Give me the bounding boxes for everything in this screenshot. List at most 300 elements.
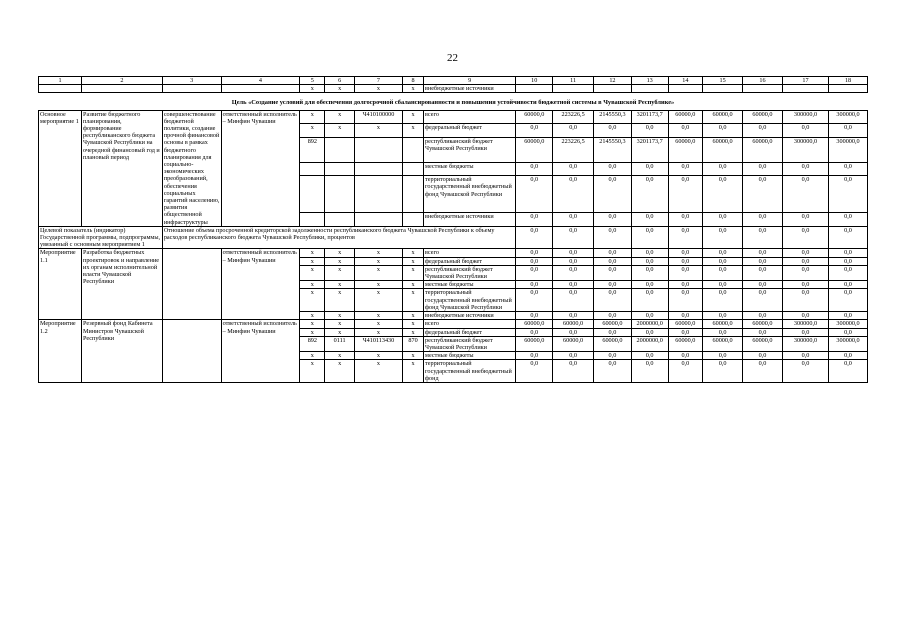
value-cell: 0,0 <box>516 360 553 383</box>
value-cell: 0,0 <box>703 265 743 280</box>
table-cell <box>403 213 424 227</box>
table-cell: х <box>300 312 325 320</box>
table-cell: х <box>325 360 354 383</box>
value-cell: 0,0 <box>782 249 828 257</box>
table-cell: х <box>403 124 424 137</box>
value-cell: 0,0 <box>782 312 828 320</box>
table-cell: х <box>300 85 325 93</box>
table-cell <box>354 176 402 213</box>
value-cell: 60000,0 <box>743 336 783 351</box>
source-cell: всего <box>424 249 516 257</box>
value-cell: 0,0 <box>743 352 783 360</box>
column-number: 12 <box>594 77 632 85</box>
source-cell: республиканский бюджет Чувашской Республики <box>424 265 516 280</box>
table-cell <box>325 176 354 213</box>
measure-task <box>162 249 221 320</box>
value-cell: 0,0 <box>553 352 594 360</box>
value-cell: 0,0 <box>631 312 668 320</box>
value-cell: 0,0 <box>553 162 594 175</box>
value-cell: 0,0 <box>594 257 632 265</box>
table-cell: 892 <box>300 137 325 162</box>
table-cell: х <box>325 249 354 257</box>
table-cell: х <box>403 249 424 257</box>
value-cell: 0,0 <box>782 213 828 227</box>
value-cell: 0,0 <box>631 257 668 265</box>
value-cell: 0,0 <box>743 249 783 257</box>
table-cell <box>631 85 668 93</box>
value-cell: 0,0 <box>743 176 783 213</box>
source-cell: федеральный бюджет <box>424 124 516 137</box>
value-cell: 0,0 <box>594 265 632 280</box>
table-cell <box>703 85 743 93</box>
value-cell: 0,0 <box>553 249 594 257</box>
column-number: 9 <box>424 77 516 85</box>
value-cell: 0,0 <box>553 124 594 137</box>
value-cell: 0,0 <box>703 124 743 137</box>
value-cell: 0,0 <box>516 213 553 227</box>
value-cell: 0,0 <box>631 360 668 383</box>
value-cell: 0,0 <box>668 328 703 336</box>
value-cell: 0,0 <box>829 176 868 213</box>
value-cell: 300000,0 <box>829 110 868 123</box>
value-cell: 300000,0 <box>829 320 868 328</box>
table-cell <box>82 85 163 93</box>
value-cell: 0,0 <box>829 289 868 312</box>
value-cell: 0,0 <box>631 124 668 137</box>
source-cell: территориальный государственный внебюджетный фонд Чувашской Республики <box>424 176 516 213</box>
value-cell: 0,0 <box>553 226 594 249</box>
value-cell: 0,0 <box>631 289 668 312</box>
value-cell: 0,0 <box>829 226 868 249</box>
column-number: 16 <box>743 77 783 85</box>
table-cell: х <box>354 328 402 336</box>
column-number: 14 <box>668 77 703 85</box>
measure-task: совершенствование бюджетной политики, создание прочной финансовой основы в рамках бюджетного планирования для социально-экономических преобразований, обеспечения социальных гарантий населению, развития общественной инфраструктуры <box>163 110 220 226</box>
table-cell: х <box>300 352 325 360</box>
column-number: 17 <box>782 77 828 85</box>
value-cell: 0,0 <box>631 162 668 175</box>
table-cell <box>553 85 594 93</box>
value-cell: 0,0 <box>631 249 668 257</box>
budget-table <box>38 76 868 383</box>
table-cell: х <box>403 289 424 312</box>
source-cell: федеральный бюджет <box>424 328 516 336</box>
column-number: 13 <box>631 77 668 85</box>
value-cell: 0,0 <box>553 176 594 213</box>
table-cell: х <box>403 352 424 360</box>
table-cell: х <box>300 289 325 312</box>
value-cell: 0,0 <box>703 162 743 175</box>
value-cell: 0,0 <box>516 176 553 213</box>
value-cell: 0,0 <box>829 162 868 175</box>
table-cell: х <box>325 257 354 265</box>
value-cell: 3201173,7 <box>631 137 668 162</box>
measure-name: Резервный фонд Кабинета Министров Чувашской Республики <box>82 320 163 383</box>
table-cell <box>325 137 354 162</box>
value-cell: 0,0 <box>743 162 783 175</box>
value-cell: 0,0 <box>782 124 828 137</box>
table-cell: х <box>300 257 325 265</box>
value-cell: 0,0 <box>743 360 783 383</box>
table-cell: х <box>403 281 424 289</box>
table-cell: х <box>403 85 424 93</box>
table-cell: х <box>403 320 424 328</box>
measure-type: Мероприятие 1.2 <box>39 320 82 383</box>
table-cell: х <box>300 360 325 383</box>
value-cell: 0,0 <box>516 249 553 257</box>
table-cell: х <box>300 249 325 257</box>
source-cell: территориальный государственный внебюджетный фонд <box>424 360 516 383</box>
table-cell <box>594 85 632 93</box>
table-cell: х <box>403 328 424 336</box>
value-cell: 0,0 <box>594 162 632 175</box>
executor: ответственный исполнитель – Минфин Чувашии <box>221 110 300 226</box>
continuation-row <box>39 85 868 93</box>
table-cell <box>354 162 402 175</box>
table-cell: х <box>354 360 402 383</box>
value-cell: 60000,0 <box>743 320 783 328</box>
table-cell: Ч410100000 <box>354 110 402 123</box>
value-cell: 0,0 <box>782 360 828 383</box>
value-cell: 60000,0 <box>594 336 632 351</box>
table-cell <box>743 85 783 93</box>
value-cell: 0,0 <box>668 265 703 280</box>
value-cell: 0,0 <box>829 257 868 265</box>
value-cell: 0,0 <box>829 249 868 257</box>
value-cell: 0,0 <box>594 281 632 289</box>
column-number: 2 <box>82 77 163 85</box>
value-cell: 0,0 <box>516 226 553 249</box>
value-cell: 300000,0 <box>782 320 828 328</box>
value-cell: 300000,0 <box>782 110 828 123</box>
table-row <box>39 110 868 123</box>
value-cell: 0,0 <box>829 281 868 289</box>
value-cell: 2145550,3 <box>594 137 632 162</box>
table-cell <box>668 85 703 93</box>
value-cell: 0,0 <box>594 213 632 227</box>
value-cell: 60000,0 <box>553 336 594 351</box>
value-cell: 0,0 <box>829 265 868 280</box>
value-cell: 0,0 <box>553 265 594 280</box>
table-cell <box>403 162 424 175</box>
value-cell: 300000,0 <box>829 336 868 351</box>
value-cell: 3201173,7 <box>631 110 668 123</box>
table-cell <box>829 85 868 93</box>
value-cell: 0,0 <box>782 176 828 213</box>
table-cell <box>403 176 424 213</box>
value-cell: 0,0 <box>668 176 703 213</box>
value-cell: 60000,0 <box>743 137 783 162</box>
value-cell: 223226,5 <box>553 110 594 123</box>
source-cell: местные бюджеты <box>424 352 516 360</box>
value-cell: 0,0 <box>782 162 828 175</box>
value-cell: 0,0 <box>829 328 868 336</box>
table-cell: х <box>325 289 354 312</box>
value-cell: 0,0 <box>703 360 743 383</box>
column-number: 8 <box>403 77 424 85</box>
value-cell: 0,0 <box>703 213 743 227</box>
indicator-row <box>39 226 868 249</box>
table-cell: х <box>325 312 354 320</box>
source-cell: местные бюджеты <box>424 281 516 289</box>
table-cell: х <box>300 328 325 336</box>
value-cell: 0,0 <box>743 213 783 227</box>
table-cell: х <box>403 312 424 320</box>
value-cell: 0,0 <box>553 289 594 312</box>
table-cell: х <box>354 312 402 320</box>
value-cell: 0,0 <box>703 289 743 312</box>
value-cell: 0,0 <box>703 281 743 289</box>
column-number: 10 <box>516 77 553 85</box>
table-cell <box>354 213 402 227</box>
value-cell: 0,0 <box>703 257 743 265</box>
value-cell: 0,0 <box>782 226 828 249</box>
column-number: 7 <box>354 77 402 85</box>
value-cell: 0,0 <box>516 162 553 175</box>
table-row <box>39 249 868 257</box>
column-number: 3 <box>162 77 221 85</box>
table-cell <box>354 137 402 162</box>
value-cell: 0,0 <box>516 312 553 320</box>
value-cell: 0,0 <box>743 312 783 320</box>
table-cell <box>325 213 354 227</box>
value-cell: 0,0 <box>782 257 828 265</box>
value-cell: 0,0 <box>631 352 668 360</box>
value-cell: 0,0 <box>743 281 783 289</box>
value-cell: 0,0 <box>668 352 703 360</box>
table-cell: 870 <box>403 336 424 351</box>
value-cell: 60000,0 <box>703 137 743 162</box>
table-cell <box>221 85 300 93</box>
value-cell: 0,0 <box>668 213 703 227</box>
value-cell: 60000,0 <box>668 336 703 351</box>
value-cell: 0,0 <box>782 328 828 336</box>
value-cell: 0,0 <box>594 289 632 312</box>
measure-type: Мероприятие 1.1 <box>39 249 82 320</box>
value-cell: 60000,0 <box>743 110 783 123</box>
value-cell: 0,0 <box>594 226 632 249</box>
value-cell: 60000,0 <box>516 110 553 123</box>
table-cell: 892 <box>300 336 325 351</box>
executor: ответственный исполнитель – Минфин Чувашии <box>221 249 300 320</box>
source-cell: территориальный государственный внебюджетный фонд Чувашской Республики <box>424 289 516 312</box>
table-cell: х <box>325 85 354 93</box>
table-cell: х <box>403 265 424 280</box>
value-cell: 300000,0 <box>782 137 828 162</box>
value-cell: 2000000,0 <box>631 320 668 328</box>
value-cell: 0,0 <box>516 265 553 280</box>
measure-type: Основное мероприятие 1 <box>39 110 82 226</box>
table-cell: х <box>300 265 325 280</box>
header-row <box>39 77 868 85</box>
value-cell: 0,0 <box>631 213 668 227</box>
measure-name: Развитие бюджетного планирования, формирование республиканского бюджета Чувашской Республики на очередной финансовый год и плановый период <box>82 110 163 226</box>
value-cell: 300000,0 <box>782 336 828 351</box>
value-cell: 60000,0 <box>553 320 594 328</box>
value-cell: 0,0 <box>594 312 632 320</box>
indicator-label: Целевой показатель (индикатор) Государственной программы, подпрограммы, увязанный с основным мероприятием 1 <box>39 226 163 249</box>
value-cell: 0,0 <box>668 124 703 137</box>
column-number: 15 <box>703 77 743 85</box>
value-cell: 0,0 <box>553 312 594 320</box>
table-cell: х <box>325 124 354 137</box>
value-cell: 0,0 <box>829 312 868 320</box>
source-cell: республиканский бюджет Чувашской Республики <box>424 137 516 162</box>
source-cell: республиканский бюджет Чувашской Республики <box>424 336 516 351</box>
value-cell: 0,0 <box>553 213 594 227</box>
value-cell: 0,0 <box>668 360 703 383</box>
column-number: 5 <box>300 77 325 85</box>
page-number: 22 <box>447 52 458 64</box>
value-cell: 0,0 <box>516 281 553 289</box>
table-cell <box>162 85 221 93</box>
table-cell: х <box>325 352 354 360</box>
source-cell: федеральный бюджет <box>424 257 516 265</box>
value-cell: 0,0 <box>668 249 703 257</box>
value-cell: 0,0 <box>594 328 632 336</box>
indicator-text: Отношение объема просроченной кредиторской задолженности республиканского бюджета Чувашской Республики к объему расходов республиканского бюджета Чувашской Республики, процентов <box>162 226 516 249</box>
value-cell: 60000,0 <box>516 336 553 351</box>
source-cell: всего <box>424 320 516 328</box>
column-number: 6 <box>325 77 354 85</box>
source-cell: местные бюджеты <box>424 162 516 175</box>
value-cell: 0,0 <box>703 312 743 320</box>
value-cell: 0,0 <box>553 257 594 265</box>
goal-title: Цель «Создание условий для обеспечения долгосрочной сбалансированности и повышения устойчивости бюджетной системы в Чувашской Республике» <box>39 93 868 110</box>
table-cell: х <box>354 320 402 328</box>
table-cell: х <box>403 110 424 123</box>
column-number: 1 <box>39 77 82 85</box>
value-cell: 0,0 <box>594 124 632 137</box>
value-cell: 0,0 <box>631 328 668 336</box>
value-cell: 0,0 <box>516 257 553 265</box>
value-cell: 60000,0 <box>703 320 743 328</box>
table-cell <box>300 162 325 175</box>
table-cell <box>782 85 828 93</box>
value-cell: 0,0 <box>829 352 868 360</box>
value-cell: 0,0 <box>594 176 632 213</box>
value-cell: 0,0 <box>743 289 783 312</box>
value-cell: 0,0 <box>553 328 594 336</box>
value-cell: 60000,0 <box>703 336 743 351</box>
measure-name: Разработка бюджетных проектировок и направление их органам исполнительной власти Чувашской Республики <box>82 249 163 320</box>
value-cell: 0,0 <box>703 226 743 249</box>
value-cell: 60000,0 <box>516 320 553 328</box>
value-cell: 0,0 <box>743 124 783 137</box>
table-cell <box>325 162 354 175</box>
table-cell: х <box>354 289 402 312</box>
value-cell: 2000000,0 <box>631 336 668 351</box>
value-cell: 0,0 <box>668 281 703 289</box>
table-cell: х <box>300 320 325 328</box>
value-cell: 0,0 <box>668 162 703 175</box>
value-cell: 0,0 <box>782 352 828 360</box>
value-cell: 60000,0 <box>703 110 743 123</box>
value-cell: 0,0 <box>668 257 703 265</box>
table-row <box>39 320 868 328</box>
value-cell: 0,0 <box>594 360 632 383</box>
table-cell: х <box>354 249 402 257</box>
goal-row <box>39 93 868 110</box>
source-cell: внебюджетные источники <box>424 85 516 93</box>
table-cell: х <box>354 352 402 360</box>
value-cell: 0,0 <box>703 176 743 213</box>
value-cell: 0,0 <box>553 281 594 289</box>
value-cell: 0,0 <box>631 176 668 213</box>
value-cell: 60000,0 <box>668 110 703 123</box>
table-cell <box>300 176 325 213</box>
value-cell: 0,0 <box>743 226 783 249</box>
table-cell <box>516 85 553 93</box>
column-number: 18 <box>829 77 868 85</box>
table-cell: Ч410113430 <box>354 336 402 351</box>
value-cell: 0,0 <box>516 124 553 137</box>
value-cell: 60000,0 <box>594 320 632 328</box>
value-cell: 0,0 <box>829 360 868 383</box>
value-cell: 2145550,3 <box>594 110 632 123</box>
table-cell: 0111 <box>325 336 354 351</box>
table-cell <box>300 213 325 227</box>
table-cell: х <box>325 110 354 123</box>
value-cell: 0,0 <box>782 265 828 280</box>
value-cell: 0,0 <box>594 352 632 360</box>
value-cell: 0,0 <box>703 352 743 360</box>
table-cell: х <box>300 110 325 123</box>
table-cell: х <box>325 265 354 280</box>
value-cell: 0,0 <box>516 289 553 312</box>
value-cell: 0,0 <box>703 328 743 336</box>
value-cell: 300000,0 <box>829 137 868 162</box>
value-cell: 0,0 <box>668 312 703 320</box>
table-cell: х <box>354 281 402 289</box>
measure-task <box>162 320 221 383</box>
table-cell: х <box>325 320 354 328</box>
table-cell: х <box>300 124 325 137</box>
table-cell: х <box>354 265 402 280</box>
value-cell: 0,0 <box>594 249 632 257</box>
table-cell: х <box>354 124 402 137</box>
value-cell: 0,0 <box>829 213 868 227</box>
executor: ответственный исполнитель – Минфин Чувашии <box>221 320 300 383</box>
table-cell <box>39 85 82 93</box>
source-cell: внебюджетные источники <box>424 213 516 227</box>
value-cell: 60000,0 <box>668 137 703 162</box>
value-cell: 0,0 <box>829 124 868 137</box>
value-cell: 0,0 <box>668 226 703 249</box>
source-cell: внебюджетные источники <box>424 312 516 320</box>
table-cell: х <box>354 257 402 265</box>
value-cell: 0,0 <box>516 328 553 336</box>
table-cell: х <box>354 85 402 93</box>
value-cell: 0,0 <box>631 226 668 249</box>
value-cell: 0,0 <box>743 328 783 336</box>
column-number: 4 <box>221 77 300 85</box>
value-cell: 60000,0 <box>516 137 553 162</box>
value-cell: 0,0 <box>743 265 783 280</box>
value-cell: 0,0 <box>703 249 743 257</box>
table-cell: х <box>403 360 424 383</box>
table-cell: х <box>325 328 354 336</box>
value-cell: 60000,0 <box>668 320 703 328</box>
table-cell: х <box>403 257 424 265</box>
table-cell: х <box>325 281 354 289</box>
source-cell: всего <box>424 110 516 123</box>
table-cell: х <box>300 281 325 289</box>
value-cell: 0,0 <box>782 289 828 312</box>
table-cell <box>403 137 424 162</box>
value-cell: 0,0 <box>631 281 668 289</box>
value-cell: 0,0 <box>553 360 594 383</box>
